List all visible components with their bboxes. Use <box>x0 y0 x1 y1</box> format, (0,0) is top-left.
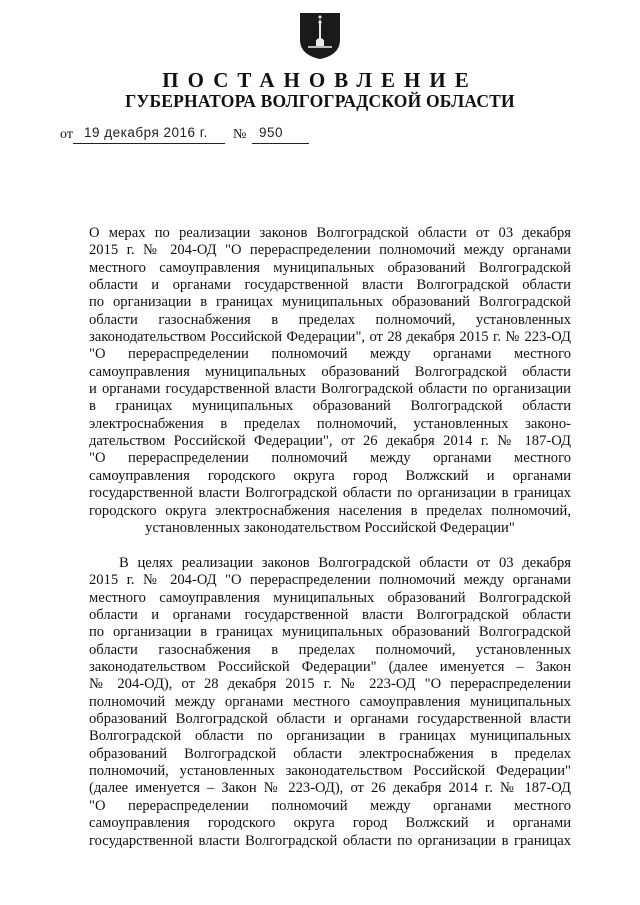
body-paragraph <box>89 555 571 850</box>
number-label: № <box>233 127 247 142</box>
subject-line: области газоснабжения в пределах полномочий, установленных <box>89 311 571 328</box>
document-title: ПОСТАНОВЛЕНИЕ <box>162 68 478 92</box>
document-subtitle: ГУБЕРНАТОРА ВОЛГОГРАДСКОЙ ОБЛАСТИ <box>125 91 515 111</box>
subject-line: электроснабжения в пределах полномочий, установленных законо- <box>89 415 571 432</box>
subject-line: государственной власти Волгоградской области по организации в границах <box>89 485 571 502</box>
body-line: "О перераспределении полномочий между органами местного <box>89 797 571 814</box>
body-line: 2015 г. № 204-ОД "О перераспределении полномочий между органами <box>89 572 571 589</box>
from-label: от <box>60 127 73 142</box>
subject-line: самоуправления муниципальных образований Волгоградской области <box>89 363 571 380</box>
body-line: по организации в границах муниципальных образований Волгоградской <box>89 624 571 641</box>
subject-line: законодательством Российской Федерации", от 28 декабря 2015 г. № 223-ОД <box>89 329 571 346</box>
date-underline <box>73 143 225 144</box>
body-line: № 204-ОД), от 28 декабря 2015 г. № 223-ОД "О перераспределении <box>89 676 571 693</box>
subject-line: О мерах по реализации законов Волгоградской области от 03 декабря <box>89 225 571 241</box>
subject-line: местного самоуправления муниципальных образований Волгоградской <box>89 259 571 276</box>
subject-line: городского округа электроснабжения населения в пределах полномочий, <box>89 502 571 519</box>
body-line: области газоснабжения в пределах полномочий, установленных <box>89 641 571 658</box>
number-underline <box>252 143 309 144</box>
document-number: 950 <box>259 125 284 140</box>
body-line: полномочий, установленных законодательством Российской Федерации" <box>89 763 571 780</box>
subject-line: области и органами государственной власти Волгоградской области <box>89 277 571 294</box>
body-line: (далее именуется – Закон № 223-ОД), от 26 декабря 2014 г. № 187-ОД <box>89 780 571 797</box>
body-line: самоуправления городского округа город Волжский и органами <box>89 815 571 832</box>
subject-line: самоуправления городского округа город Волжский и органами <box>89 467 571 484</box>
subject-line: дательством Российской Федерации", от 26 декабря 2014 г. № 187-ОД <box>89 433 571 450</box>
subject-line: в границах муниципальных образований Волгоградской области <box>89 398 571 415</box>
body-line: законодательством Российской Федерации" (далее именуется – Закон <box>89 659 571 676</box>
subject-line: "О перераспределении полномочий между органами местного <box>89 346 571 363</box>
subject-line: установленных законодательством Российской Федерации" <box>145 519 515 536</box>
subject-line: и органами государственной власти Волгоградской области по организации <box>89 381 571 398</box>
body-line: области и органами государственной власти Волгоградской области <box>89 607 571 624</box>
document-date: 19 декабря 2016 г. <box>84 125 208 140</box>
body-line: образований Волгоградской области электроснабжения в пределах <box>89 745 571 762</box>
subject-line: "О перераспределении полномочий между органами местного <box>89 450 571 467</box>
body-line: полномочий между органами местного самоуправления муниципальных <box>89 693 571 710</box>
body-line: местного самоуправления муниципальных образований Волгоградской <box>89 589 571 606</box>
body-line: образований Волгоградской области и органами государственной власти <box>89 711 571 728</box>
subject-line: по организации в границах муниципальных образований Волгоградской <box>89 294 571 311</box>
body-line: Волгоградской области по организации в границах муниципальных <box>89 728 571 745</box>
body-line: государственной власти Волгоградской области по организации в границах <box>89 832 571 849</box>
coat-of-arms-icon <box>297 10 343 60</box>
subject-paragraph <box>89 225 571 537</box>
body-line: В целях реализации законов Волгоградской области от 03 декабря <box>119 555 571 571</box>
subject-line: 2015 г. № 204-ОД "О перераспределении полномочий между органами <box>89 242 571 259</box>
